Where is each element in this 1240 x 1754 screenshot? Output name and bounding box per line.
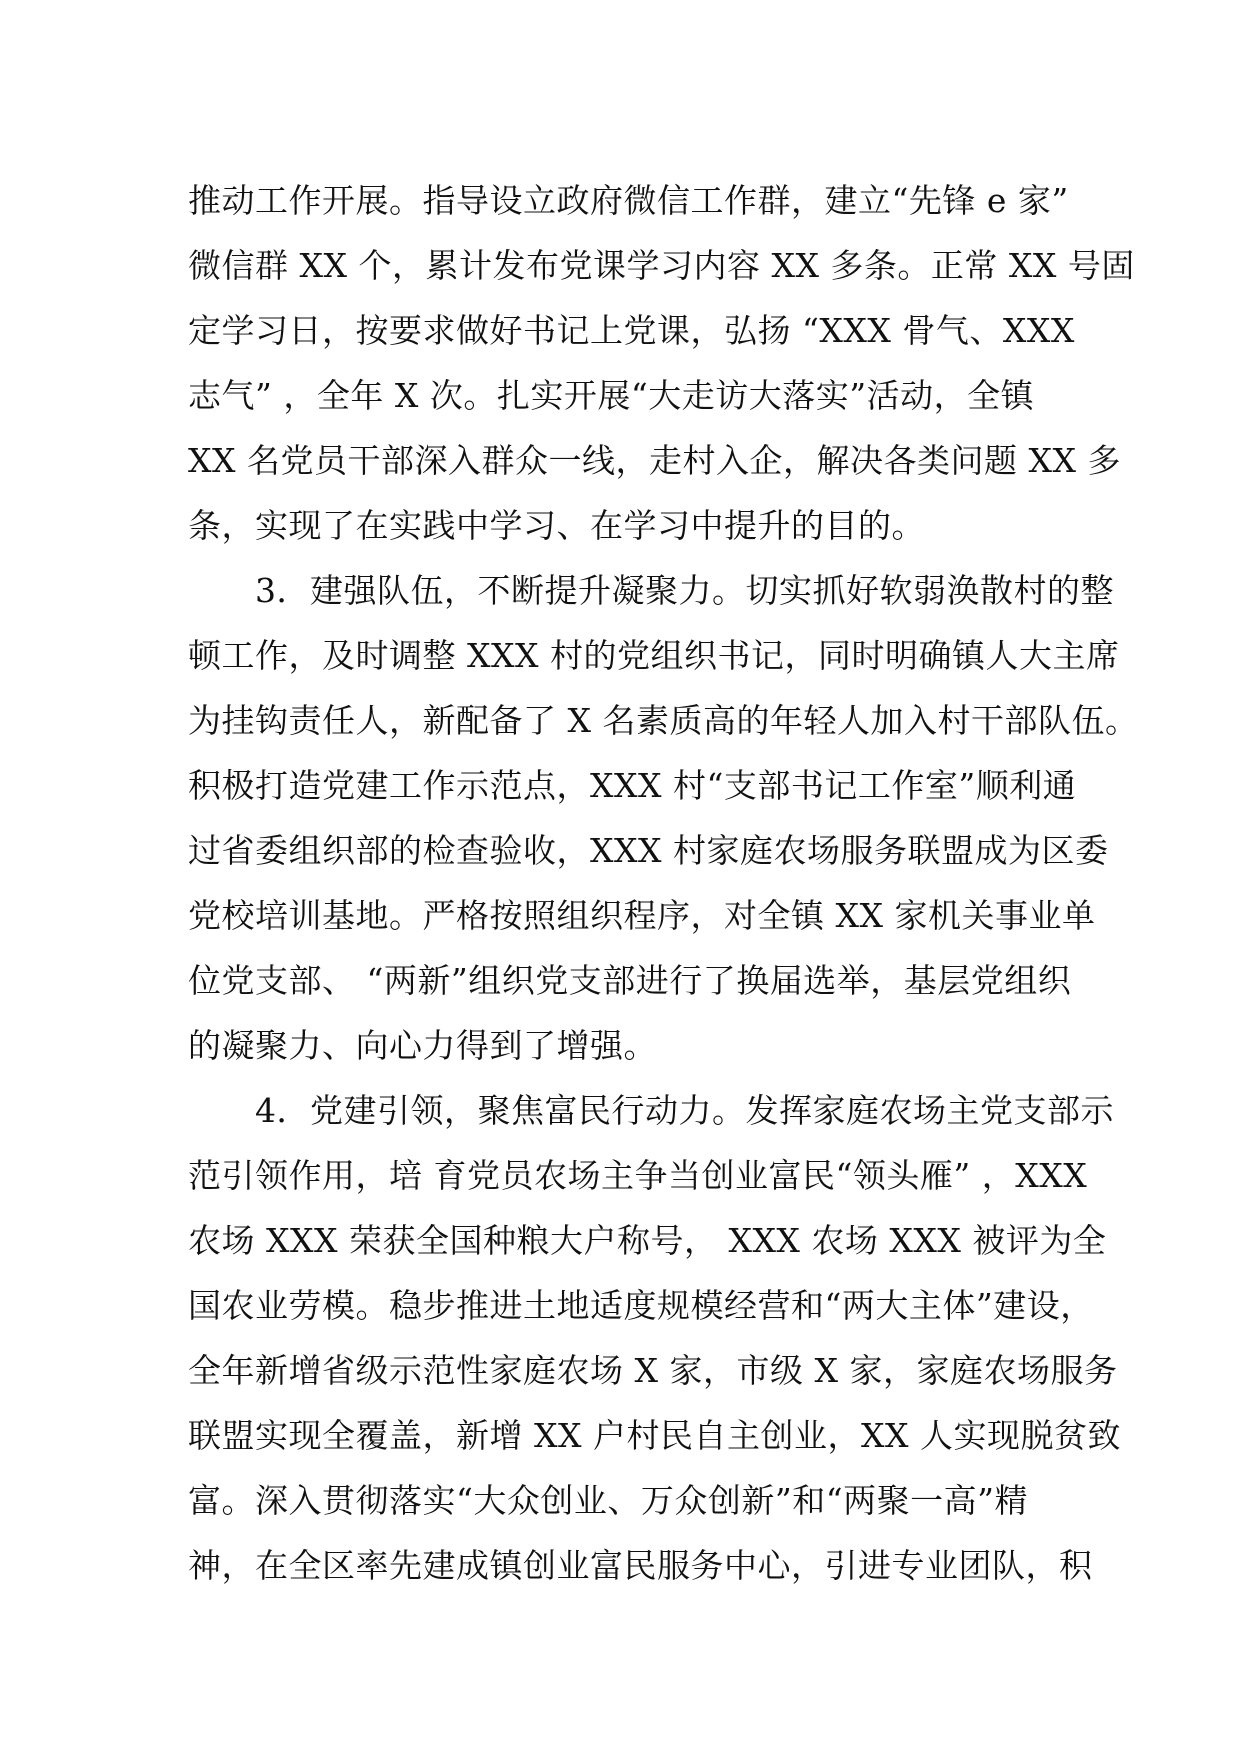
text-line: 志气” ，全年 X 次。扎实开展“大走访大落实”活动，全镇 <box>188 376 1035 415</box>
text-line: 范引领作用，培 育党员农场主争当创业富民“领头雁” ，XXX <box>188 1156 1088 1195</box>
text-line: 条，实现了在实践中学习、在学习中提升的目的。 <box>188 506 925 545</box>
text-line: 顿工作，及时调整 XXX 村的党组织书记，同时明确镇人大主席 <box>188 636 1120 675</box>
body-text <box>188 168 1139 1598</box>
paragraph-3-start: 3．建强队伍，不断提升凝聚力。切实抓好软弱涣散村的整 <box>188 571 1114 610</box>
text-line: 微信群 XX 个，累计发布党课学习内容 XX 多条。正常 XX 号固 <box>188 246 1135 285</box>
text-line: 联盟实现全覆盖，新增 XX 户村民自主创业，XX 人实现脱贫致 <box>188 1416 1121 1455</box>
text-line: 党校培训基地。严格按照组织程序，对全镇 XX 家机关事业单 <box>188 896 1096 935</box>
text-line: 农场 XXX 荣获全国种粮大户称号， XXX 农场 XXX 被评为全 <box>188 1221 1107 1260</box>
text-line: 富。深入贯彻落实“大众创业、万众创新”和“两聚一高”精 <box>188 1481 1028 1520</box>
text-line: 定学习日，按要求做好书记上党课，弘扬 “XXX 骨气、XXX <box>188 311 1075 350</box>
text-line: XX 名党员干部深入群众一线，走村入企，解决各类问题 XX 多 <box>188 441 1121 480</box>
text-line: 的凝聚力、向心力得到了增强。 <box>188 1026 657 1065</box>
text-line: 国农业劳模。稳步推进土地适度规模经营和“两大主体”建设， <box>188 1286 1094 1325</box>
paragraph-4-start: 4．党建引领，聚焦富民行动力。发挥家庭农场主党支部示 <box>188 1091 1114 1130</box>
text-line: 全年新增省级示范性家庭农场 X 家，市级 X 家，家庭农场服务 <box>188 1351 1118 1390</box>
text-line: 推动工作开展。指导设立政府微信工作群，建立“先锋 e 家” <box>188 181 1069 220</box>
text-line: 过省委组织部的检查验收，XXX 村家庭农场服务联盟成为区委 <box>188 831 1109 870</box>
text-line: 位党支部、 “两新”组织党支部进行了换届选举，基层党组织 <box>188 961 1072 1000</box>
text-line: 积极打造党建工作示范点，XXX 村“支部书记工作室”顺利通 <box>188 766 1077 805</box>
text-line: 为挂钩责任人，新配备了 X 名素质高的年轻人加入村干部队伍。 <box>188 701 1139 740</box>
text-line: 神，在全区率先建成镇创业富民服务中心，引进专业团队，积 <box>188 1546 1093 1585</box>
